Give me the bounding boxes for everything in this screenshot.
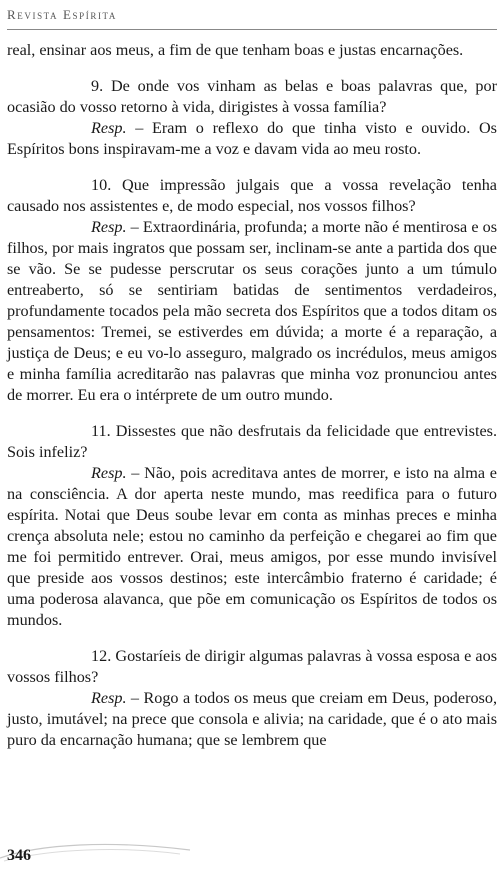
answer-12 bbox=[7, 688, 497, 751]
header-rule bbox=[7, 29, 497, 30]
answer-label: Resp. bbox=[91, 119, 127, 137]
answer-label: Resp. bbox=[91, 689, 127, 707]
answer-text: – Rogo a todos os meus que creiam em Deus, poderoso, justo, imutável; na prece que consola e alivia; na caridade, que é o ato mais puro da encarnação humana; que se lembrem que bbox=[7, 689, 497, 749]
answer-text: – Extraordinária, profunda; a morte não é mentirosa e os filhos, por mais ingratos que possam ser, inclinam-se ante a partida dos que se vão. Se se pudesse perscrutar os seus corações junto a um túmulo entreaberto, só se sentiriam batidas de sentimentos verdadeiros, profundamente tocados pela mão secreta dos Espíritos que a todos ditam os pensamentos: Tremei, se estiverdes em dúvida; a morte é a reparação, a justiça de Deus; e eu vo-lo asseguro, malgrado os incrédulos, meus amigos e minha família acreditarão nas palavras que minha voz pronunciou antes de morrer. Eu era o intérprete de um outro mundo. bbox=[7, 218, 497, 404]
paragraph-continuation: real, ensinar aos meus, a fim de que tenham boas e justas encarnações. bbox=[7, 41, 464, 59]
page-body bbox=[7, 40, 497, 751]
question-10: 10. Que impressão julgais que a vossa revelação tenha causado nos assistentes e, de modo especial, nos vossos filhos? bbox=[7, 176, 497, 215]
page-number: 346 bbox=[7, 847, 31, 864]
answer-text: – Não, pois acreditava antes de morrer, e isto na alma e na consciência. A dor aperta neste mundo, mas reedifica para o futuro espírita. Notai que Deus soube levar em conta as minhas preces e minha crença absoluta nele; estou no caminho da perfeição e chegarei ao fim que me foi permitido entrever. Orai, meus amigos, por esse mundo invisível que preside aos vossos destinos; este intercâmbio fraterno é caridade; é uma poderosa alavanca, que põe em comunicação os Espíritos de todos os mundos. bbox=[7, 464, 497, 629]
question-9: 9. De onde vos vinham as belas e boas palavras que, por ocasião do vosso retorno à vida, dirigistes à vossa família? bbox=[7, 77, 497, 116]
answer-10 bbox=[7, 217, 497, 406]
question-11: 11. Dissestes que não desfrutais da felicidade que entrevistes. Sois infeliz? bbox=[7, 422, 497, 461]
answer-11 bbox=[7, 463, 497, 631]
answer-9 bbox=[7, 118, 497, 160]
question-12: 12. Gostaríeis de dirigir algumas palavras à vossa esposa e aos vossos filhos? bbox=[7, 647, 497, 686]
answer-label: Resp. bbox=[91, 218, 127, 236]
answer-text: – Eram o reflexo do que tinha visto e ouvido. Os Espíritos bons inspiravam-me a voz e davam vida ao meu rosto. bbox=[7, 119, 497, 158]
running-header: Revista Espírita bbox=[7, 7, 118, 22]
answer-label: Resp. bbox=[91, 464, 127, 482]
